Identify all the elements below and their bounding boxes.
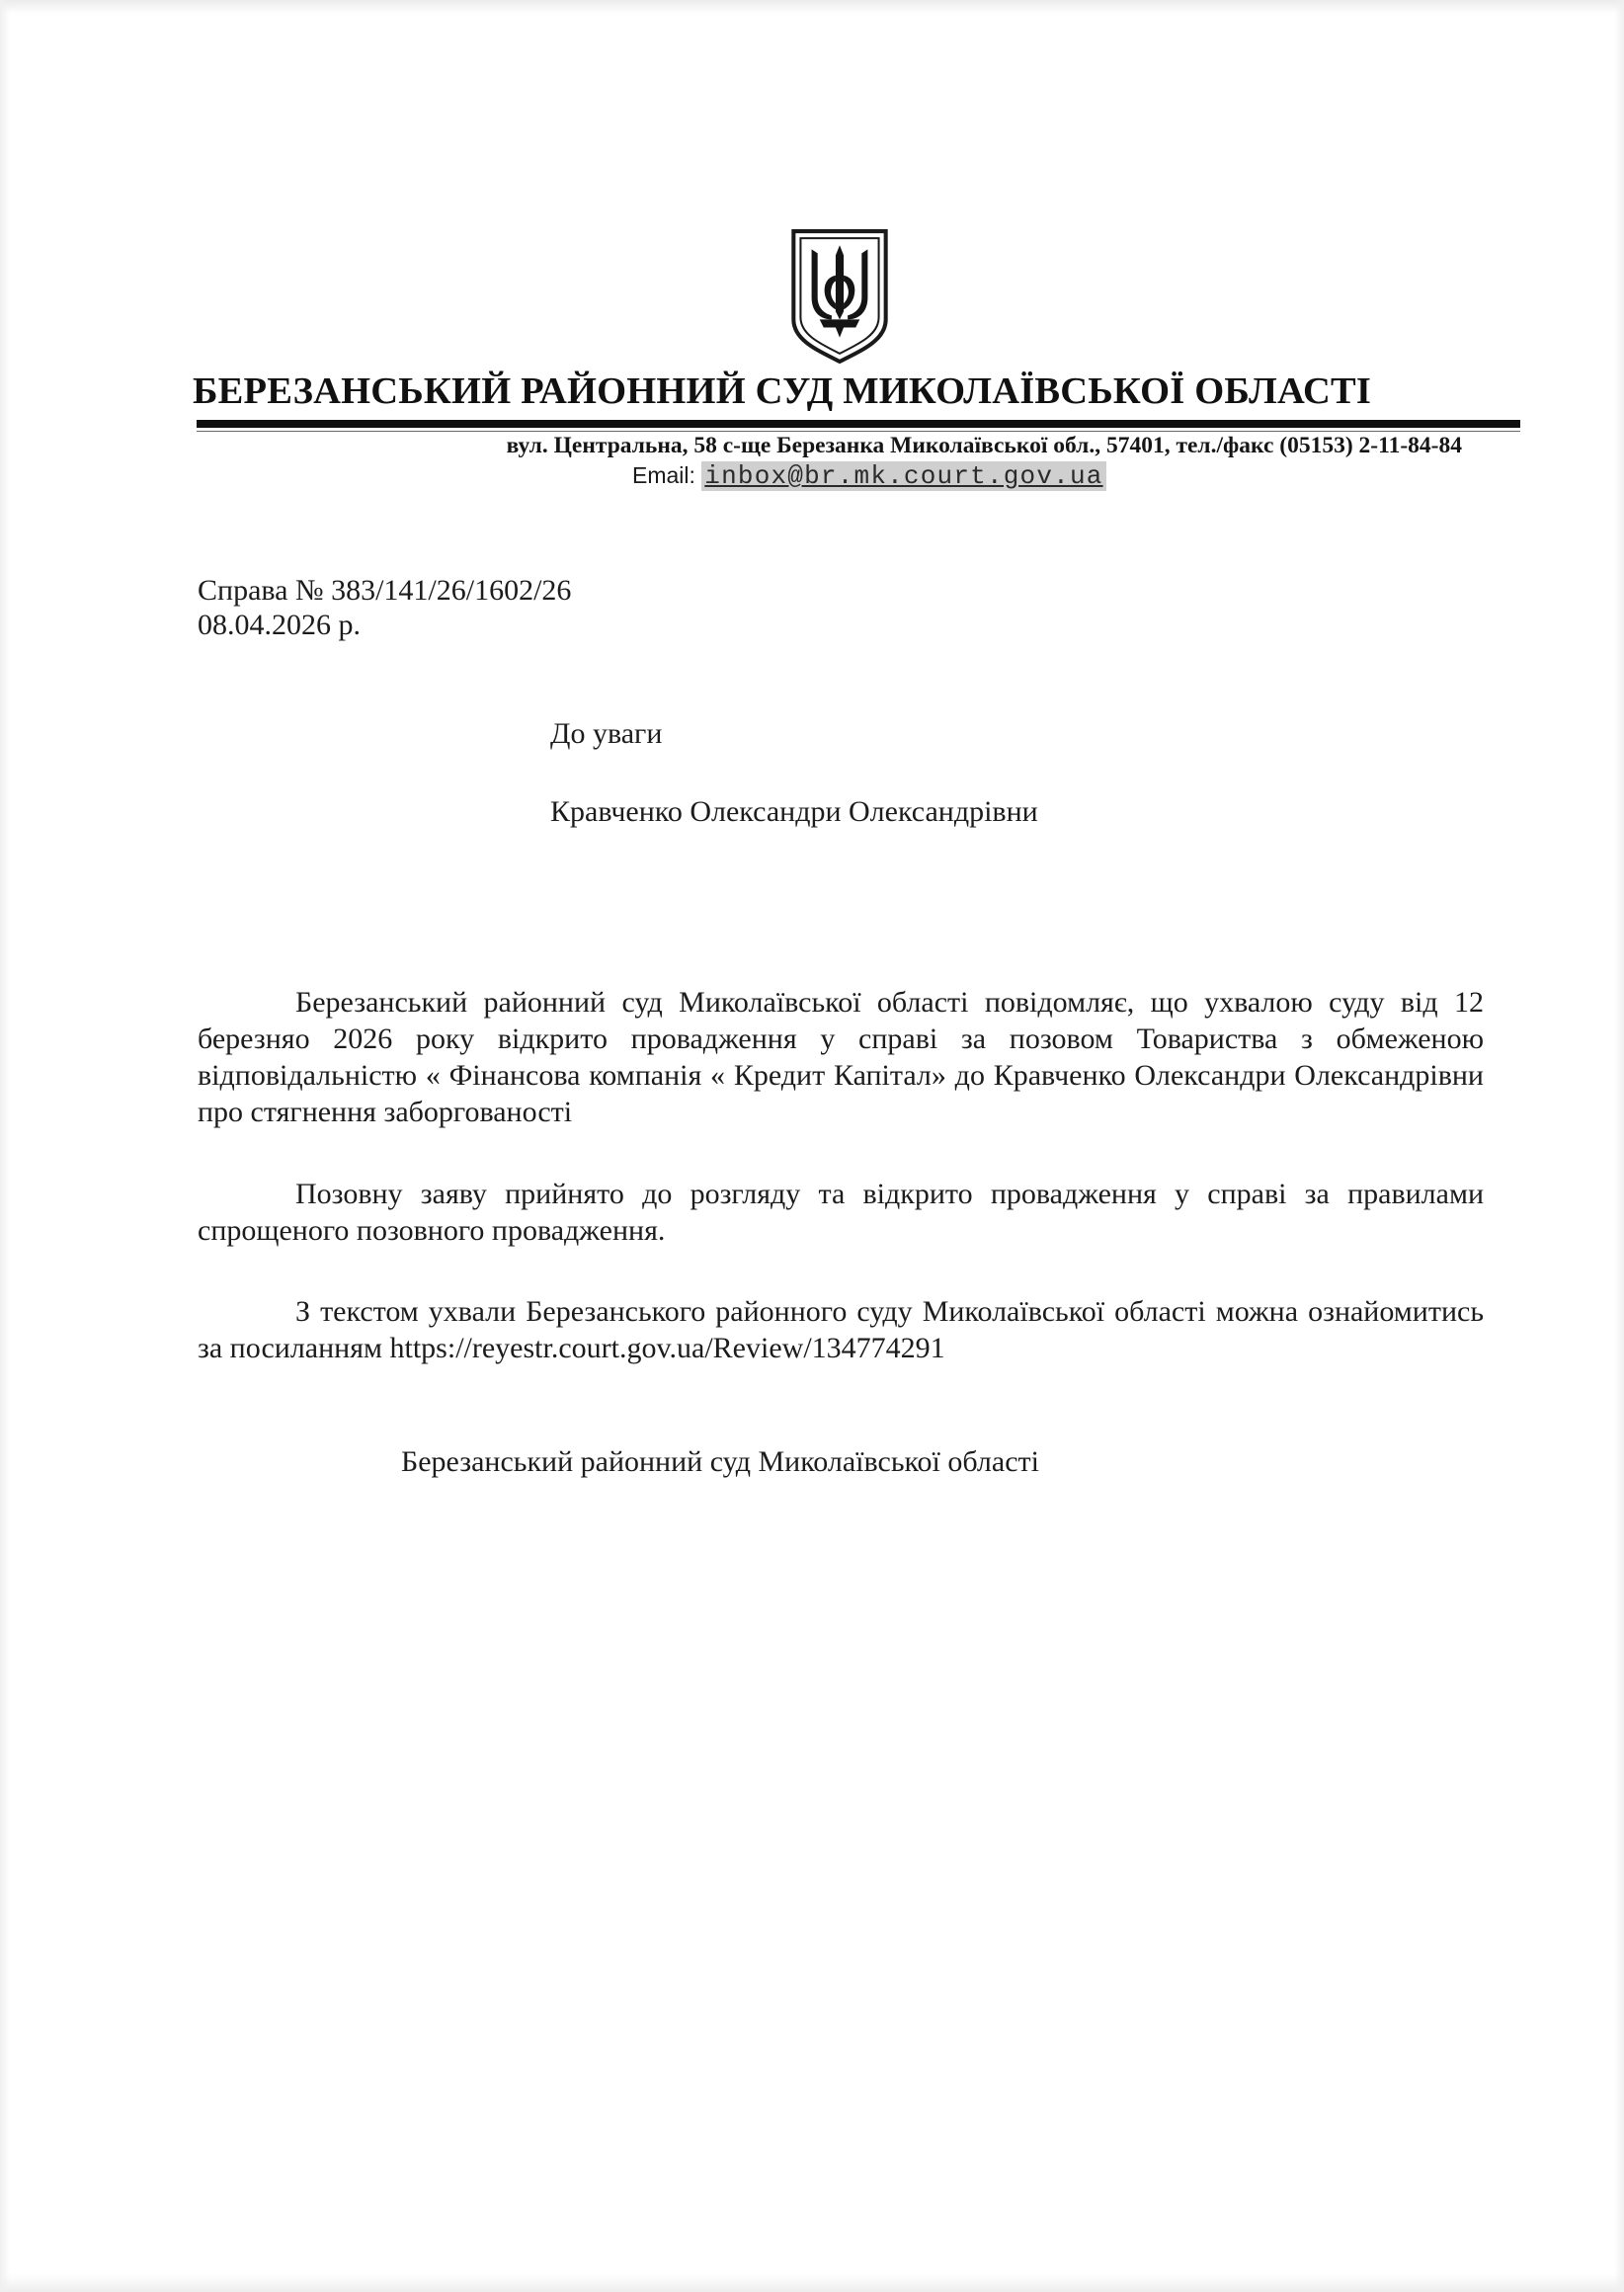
letter-date: 08.04.2026 р. xyxy=(198,609,361,641)
header-divider xyxy=(197,420,1520,428)
case-number: Справа № 383/141/26/1602/26 xyxy=(198,574,572,607)
email-label: Email: xyxy=(632,462,702,488)
scan-edge-right xyxy=(1614,0,1624,2292)
scan-edge-top xyxy=(0,0,1624,14)
case-info xyxy=(198,573,571,642)
email-link[interactable]: inbox@br.mk.court.gov.ua xyxy=(701,461,1105,491)
signature-signoff: Березанський районний суд Миколаївської області xyxy=(401,1445,1039,1478)
scan-edge-left xyxy=(0,0,10,2292)
coat-of-arms-icon xyxy=(789,227,890,366)
body-paragraph-3: З текстом ухвали Березанського районного суду Миколаївської області можна ознайомитись за посиланням https://reyestr.court.gov.ua/Review/134774291 xyxy=(198,1295,1484,1364)
court-name-heading: БЕРЕЗАНСЬКИЙ РАЙОННИЙ СУД МИКОЛАЇВСЬКОЇ ОБЛАСТІ xyxy=(193,370,1372,412)
scan-edge-bottom xyxy=(0,2274,1624,2292)
email-line xyxy=(632,460,1106,491)
recipient-name: Кравченко Олександри Олександрівни xyxy=(550,795,1038,828)
court-address: вул. Центральна, 58 с-ще Березанка Миколаївської обл., 57401, тел./факс (05153) 2-11-84-84 xyxy=(506,433,1462,458)
body-paragraph-1: Березанський районний суд Миколаївської області повідомляє, що ухвалою суду від 12 березняо 2026 року відкрито провадження у справі за позовом Товариства з обмеженою відповідальністю « Фінансова компанія « Кредит Капітал» до Кравченко Олександри Олександрівни про стягнення заборгованості xyxy=(198,986,1484,1128)
attention-line: До уваги xyxy=(550,717,663,750)
body-paragraph-2: Позовну заяву прийнято до розгляду та відкрито провадження у справі за правилами спрощеного позовного провадження. xyxy=(198,1178,1484,1247)
